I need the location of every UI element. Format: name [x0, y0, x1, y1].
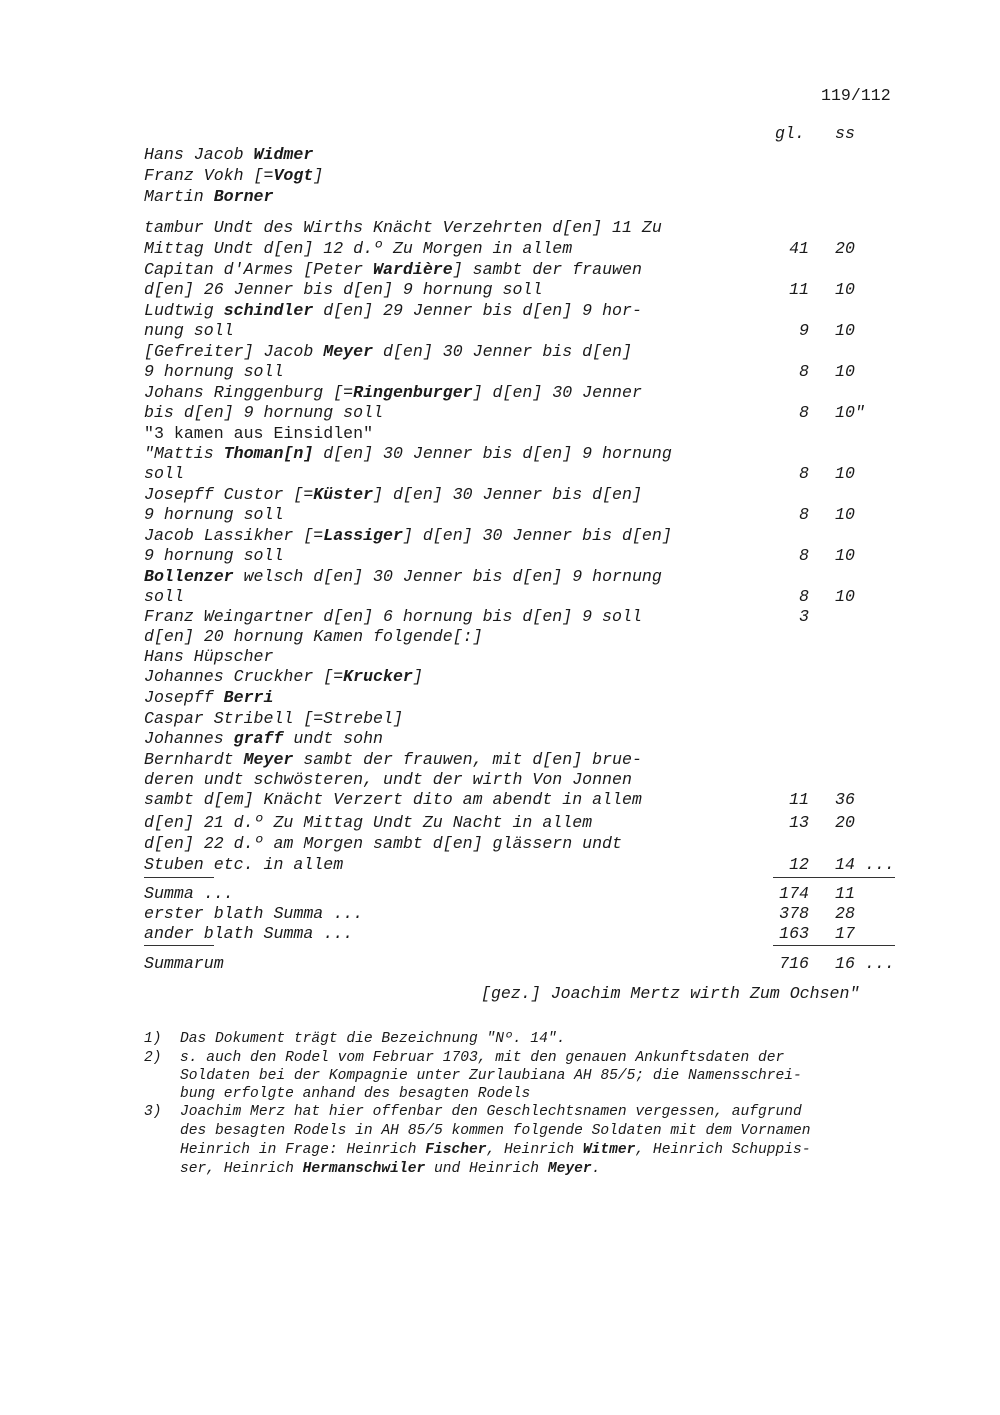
amount-gl: 41: [789, 239, 809, 258]
amount-gl: 8: [799, 505, 809, 524]
footnote-mark: 1): [144, 1031, 162, 1047]
amount-ss: 10: [835, 321, 855, 340]
signature: [gez.] Joachim Mertz wirth Zum Ochsen": [481, 984, 860, 1003]
name-vogt: Franz Vokh [=Vogt]: [144, 166, 324, 185]
entry-line: Josepff Berri: [144, 688, 274, 707]
total-gl: 163: [779, 924, 809, 943]
amount-gl: 8: [799, 403, 809, 422]
footnote-mark: 2): [144, 1050, 162, 1066]
rule-right: [773, 945, 895, 946]
entry-line: Jacob Lassikher [=Lassiger] d[en] 30 Jenner bis d[en]: [144, 526, 672, 545]
name-widmer: Hans Jacob Widmer: [144, 145, 314, 164]
amount-gl: 8: [799, 362, 809, 381]
amount-ss: 14 ...: [835, 855, 895, 874]
amount-gl: 12: [789, 855, 809, 874]
entry-line: Johannes Cruckher [=Krucker]: [144, 667, 423, 686]
entry-line: Josepff Custor [=Küster] d[en] 30 Jenner bis d[en]: [144, 485, 642, 504]
total-ss: 11: [835, 884, 855, 903]
entry-line: deren undt schwösteren, undt der wirth Von Jonnen: [144, 770, 632, 789]
footnote-text: Joachim Merz hat hier offenbar den Geschlechtsnamen vergessen, aufgrund: [180, 1104, 802, 1120]
grand-total-label: Summarum: [144, 954, 224, 973]
entry-line: Hans Hüpscher: [144, 647, 274, 666]
total-gl: 174: [779, 884, 809, 903]
amount-ss: 10: [835, 587, 855, 606]
entry-line: Stuben etc. in allem: [144, 855, 344, 874]
entry-line: 9 hornung soll: [144, 362, 284, 381]
total-gl: 378: [779, 904, 809, 923]
page-number: 119/112: [821, 86, 891, 105]
footnote-text: Soldaten bei der Kompagnie unter Zurlaubiana AH 85/5; die Namensschrei-: [180, 1068, 802, 1084]
entry-line: Capitan d'Armes [Peter Wardière] sambt der frauwen: [144, 260, 642, 279]
footnote: [144, 1030, 924, 1049]
amount-ss: 10: [835, 362, 855, 381]
total-ss: 17: [835, 924, 855, 943]
amount-ss: 10": [835, 403, 865, 422]
entry-line: Caspar Stribell [=Strebel]: [144, 709, 403, 728]
entry-line: Mittag Undt d[en] 12 d.º Zu Morgen in allem: [144, 239, 573, 258]
footnote-text: Das Dokument trägt die Bezeichnung "Nº. 14".: [180, 1031, 566, 1047]
footnote: [144, 1049, 924, 1106]
entry-line: [Gefreiter] Jacob Meyer d[en] 30 Jenner bis d[en]: [144, 342, 632, 361]
entry-line: Ludtwig schindler d[en] 29 Jenner bis d[en] 9 hor-: [144, 301, 642, 320]
amount-gl: 8: [799, 587, 809, 606]
footnote-text: des besagten Rodels in AH 85/5 kommen folgende Soldaten mit dem Vornamen: [180, 1123, 811, 1139]
amount-ss: 36: [835, 790, 855, 809]
rule-left: [144, 945, 214, 946]
footnote-text: bung erfolgte anhand des besagten Rodels: [180, 1086, 531, 1102]
amount-gl: 8: [799, 546, 809, 565]
entry-line: d[en] 21 d.º Zu Mittag Undt Zu Nacht in allem: [144, 813, 593, 832]
footnote-text: s. auch den Rodel vom Februar 1703, mit den genauen Ankunftsdaten der: [180, 1050, 785, 1066]
entry-line: tambur Undt des Wirths Knächt Verzehrten d[en] 11 Zu: [144, 218, 662, 237]
entry-line: 9 hornung soll: [144, 505, 284, 524]
amount-ss: 20: [835, 239, 855, 258]
entry-line: Franz Weingartner d[en] 6 hornung bis d[en] 9 soll: [144, 607, 642, 626]
note-einsidlen: "3 kamen aus Einsidlen": [144, 424, 374, 443]
entry-line: 9 hornung soll: [144, 546, 284, 565]
footnote-mark: 3): [144, 1104, 162, 1120]
entry-line: Johannes graff undt sohn: [144, 729, 384, 748]
entry-line: sambt d[em] Knächt Verzert dito am abendt in allem: [144, 790, 642, 809]
amount-gl: 9: [799, 321, 809, 340]
amount-gl: 11: [789, 790, 809, 809]
amount-gl: 3: [799, 607, 809, 626]
amount-gl: 13: [789, 813, 809, 832]
entry-line: Johans Ringgenburg [=Ringenburger] d[en] 30 Jenner: [144, 383, 642, 402]
footnote: [144, 1103, 924, 1179]
grand-total-gl: 716: [779, 954, 809, 973]
amount-gl: 11: [789, 280, 809, 299]
footnote-text: ser, Heinrich Hermanschwiler und Heinrich Meyer.: [180, 1161, 601, 1177]
footnote-text: Heinrich in Frage: Heinrich Fischer, Heinrich Witmer, Heinrich Schuppis-: [180, 1142, 811, 1158]
amount-ss: 10: [835, 546, 855, 565]
entry-line: soll: [144, 587, 184, 606]
col-header-gl: gl.: [775, 124, 805, 143]
entry-line: d[en] 26 Jenner bis d[en] 9 hornung soll: [144, 280, 543, 299]
total-ss: 28: [835, 904, 855, 923]
total-label: ander blath Summa ...: [144, 924, 354, 943]
total-label: erster blath Summa ...: [144, 904, 364, 923]
entry-line: nung soll: [144, 321, 234, 340]
entry-line: d[en] 20 hornung Kamen folgende[:]: [144, 627, 483, 646]
amount-ss: 20: [835, 813, 855, 832]
entry-line: soll: [144, 464, 184, 483]
entry-line: d[en] 22 d.º am Morgen sambt d[en] glässern undt: [144, 834, 622, 853]
col-header-ss: ss: [835, 124, 855, 143]
grand-total-ss: 16 ...: [835, 954, 895, 973]
amount-gl: 8: [799, 464, 809, 483]
name-borner: Martin Borner: [144, 187, 274, 206]
entry-line: bis d[en] 9 hornung soll: [144, 403, 383, 422]
entry-line: Bollenzer welsch d[en] 30 Jenner bis d[en] 9 hornung: [144, 567, 662, 586]
amount-ss: 10: [835, 505, 855, 524]
entry-line: "Mattis Thoman[n] d[en] 30 Jenner bis d[en] 9 hornung: [144, 444, 672, 463]
entry-line: Bernhardt Meyer sambt der frauwen, mit d[en] brue-: [144, 750, 642, 769]
amount-ss: 10: [835, 280, 855, 299]
amount-ss: 10: [835, 464, 855, 483]
rule-right: [773, 877, 895, 878]
total-label: Summa ...: [144, 884, 234, 903]
rule-left: [144, 877, 214, 878]
